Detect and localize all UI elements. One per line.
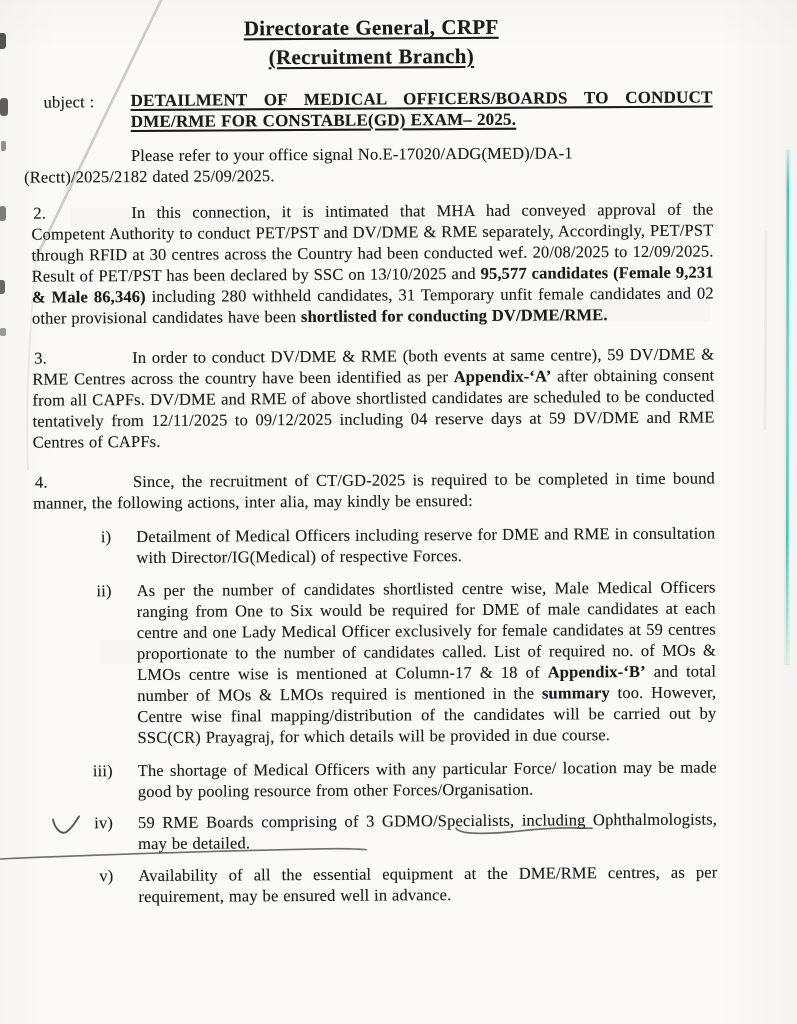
list-item-iii xyxy=(35,756,717,802)
pen-underline-gdmo xyxy=(453,823,595,836)
teal-scan-line xyxy=(787,148,788,668)
reference-paragraph xyxy=(24,141,713,187)
paragraph-number: 2. xyxy=(33,203,47,223)
paragraph-text-bold: Appendix-‘A’ xyxy=(453,366,552,387)
list-item-text: 59 RME Boards comprising of 3 GDMO/Specialists, including Ophthalmologists, may be detailed. xyxy=(137,809,718,854)
subject-label: ubject : xyxy=(43,92,95,112)
paragraph-text-bold: 95,577 candidates (Female 9,231 & Male 86,346) xyxy=(31,262,714,307)
list-item-text-bold: Appendix-‘B’ xyxy=(547,661,646,682)
list-item-v xyxy=(35,861,717,907)
paragraph-text: including 280 withheld candidates, 31 Temporary unfit female candidates and 02 other provisional candidates have been xyxy=(31,283,714,328)
pen-underline-ophthalmologists xyxy=(0,847,369,863)
page-title: Directorate General, CRPF xyxy=(243,14,499,41)
list-item-i xyxy=(33,522,715,568)
edge-smudge xyxy=(0,206,6,221)
list-item-text: The shortage of Medical Officers with any particular Force/ location may be made good by pooling resource from other Forces/Organisation. xyxy=(137,757,717,802)
paragraph-text-bold: shortlisted for conducting DV/DME/RME. xyxy=(300,305,608,327)
page-subtitle: (Recruitment Branch) xyxy=(268,43,475,70)
list-marker: ii) xyxy=(96,581,112,601)
list-item-ii xyxy=(34,576,717,748)
list-item-text: As per the number of candidates shortlisted centre wise, Male Medical Officers ranging from One to Six would be required for DME of male candidates at each centre and one Lady Medical Officer exclusively for female candidates at 59 centres proportionate to the number of candidates called. List of required no. of MOs & LMOs centre wise is mentioned at Column-17 & 18 of xyxy=(136,577,717,685)
paragraph-text: In order to conduct DV/DME & RME (both events at same centre), 59 DV/DME & RME Centres across the country have been identified as per xyxy=(32,344,715,389)
list-marker: iii) xyxy=(92,761,113,781)
edge-smudge xyxy=(0,280,5,294)
paragraph-number: 4. xyxy=(34,472,48,492)
list-item-iv xyxy=(35,808,717,854)
paragraph-text: Since, the recruitment of CT/GD-2025 is required to be completed in time bound manner, the following actions, inter alia, may kindly be ensured: xyxy=(33,468,715,513)
paragraph-2 xyxy=(31,198,714,328)
crease-streak xyxy=(765,230,766,430)
teal-scan-halo xyxy=(787,150,788,665)
list-item-text: Detailment of Medical Officers including reserve for DME and RME in consultation with Director/IG(Medical) of respective Forces. xyxy=(136,523,716,568)
memo-content xyxy=(24,0,718,908)
edge-smudge xyxy=(0,98,8,116)
list-marker: iv) xyxy=(94,813,114,833)
paragraph-number: 3. xyxy=(34,348,47,368)
list-item-text-bold: summary xyxy=(541,683,610,703)
subject-row xyxy=(31,86,713,132)
paragraph-text: after obtaining consent from all CAPFs. DV/DME and RME of above shortlisted candidates are scheduled to be conducted tentatively from 12/11/2025 to 09/12/2025 including 04 reserve days at 59 DV/DME and RME Centres of CAPFs. xyxy=(32,365,715,452)
reference-line-2: (Rectt)/2025/2182 dated 25/09/2025. xyxy=(24,166,275,187)
edge-smudge xyxy=(1,141,6,151)
list-item-text: Availability of all the essential equipment at the DME/RME centres, as per requirement, may be ensured well in advance. xyxy=(138,862,718,907)
paragraph-text: In this connection, it is intimated that MHA had conveyed approval of the Competent Authority to conduct PET/PST and DV/DME & RME separately, Accordingly, PET/PST through RFID at 30 centres across the Country had been conducted wef. 20/08/2025 to 12/09/2025. Result of PET/PST has been declared by SSC on 13/10/2025 and xyxy=(31,199,714,286)
edge-smudge xyxy=(0,33,6,49)
list-item-text: too. However, Centre wise final mapping/distribution of the candidates will be carried out by SSC(CR) Prayagraj, for which details will be provided in due course. xyxy=(137,682,717,748)
paragraph-3 xyxy=(32,343,715,452)
edge-smudge xyxy=(0,328,6,336)
list-marker: i) xyxy=(100,527,112,547)
list-marker: v) xyxy=(99,866,114,886)
tick-mark-icon xyxy=(51,814,81,840)
action-items-list xyxy=(33,522,717,907)
paragraph-4 xyxy=(33,467,715,513)
list-item-text: and total number of MOs & LMOs required is mentioned in the xyxy=(137,661,717,706)
reference-line-1: Please refer to your office signal No.E-17020/ADG(MED)/DA-1 xyxy=(130,143,573,166)
document-header xyxy=(30,0,712,72)
subject-text: DETAILMENT OF MEDICAL OFFICERS/BOARDS TO CONDUCT DME/RME FOR CONSTABLE(GD) EXAM– 2025. xyxy=(130,87,713,132)
